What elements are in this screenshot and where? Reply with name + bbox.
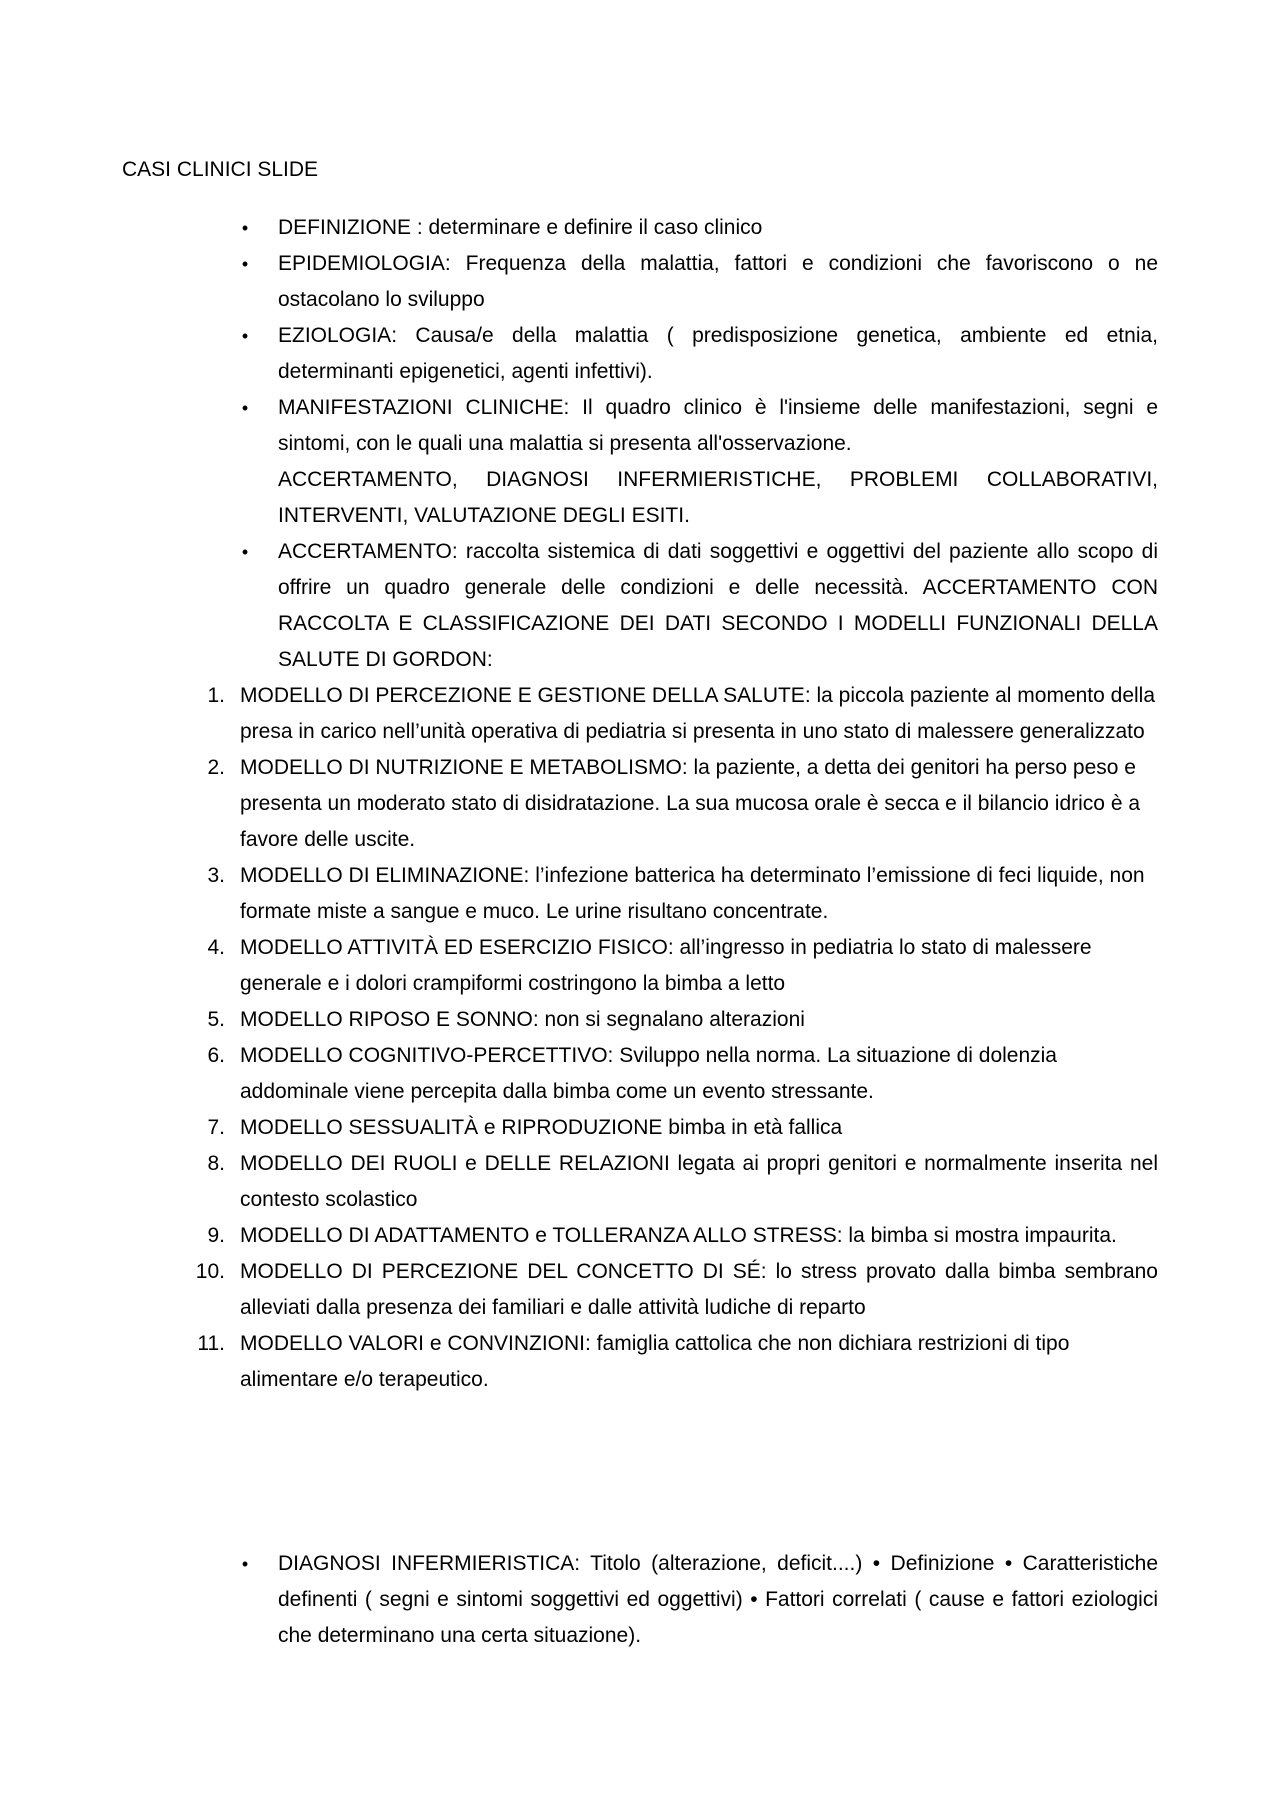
- item-text: MODELLO DI PERCEZIONE DEL CONCETTO DI SÉ: lo stress provato dalla bimba sembrano alleviati dalla presenza dei familiari e dalle attività ludiche di reparto: [240, 1260, 1158, 1319]
- numbered-item: [0, 1002, 1158, 1038]
- item-number: 3.: [207, 864, 225, 887]
- bullet-list-intro: [0, 210, 1280, 678]
- numbered-item: [0, 1254, 1158, 1326]
- item-number: 2.: [207, 756, 225, 779]
- numbered-item: [0, 750, 1158, 858]
- item-number: 4.: [207, 936, 225, 959]
- item-text: MODELLO DI PERCEZIONE E GESTIONE DELLA SALUTE: la piccola paziente al momento della presa in carico nell’unità operativa di pediatria si presenta in uno stato di malessere generalizzato: [240, 684, 1156, 743]
- item-text: MODELLO SESSUALITÀ e RIPRODUZIONE bimba in età fallica: [240, 1116, 843, 1139]
- item-number: 11.: [197, 1332, 225, 1355]
- numbered-item: [0, 1110, 1158, 1146]
- item-number: 5.: [207, 1008, 225, 1031]
- list-item-text: EPIDEMIOLOGIA: Frequenza della malattia, fattori e condizioni che favoriscono o ne ostacolano lo sviluppo: [278, 252, 1158, 311]
- item-text: MODELLO DEI RUOLI e DELLE RELAZIONI legata ai propri genitori e normalmente inserita nel contesto scolastico: [240, 1152, 1158, 1211]
- list-item-text: MANIFESTAZIONI CLINICHE: Il quadro clinico è l'insieme delle manifestazioni, segni e sintomi, con le quali una malattia si presenta all'osservazione.: [278, 396, 1158, 455]
- bullet-icon: •: [241, 254, 249, 274]
- numbered-item: [0, 858, 1158, 930]
- list-item-accertamento: [0, 534, 1158, 678]
- bullet-icon: •: [241, 542, 249, 562]
- numbered-item: [0, 1218, 1158, 1254]
- list-item-epidemiologia: [0, 246, 1158, 318]
- item-text: MODELLO DI NUTRIZIONE E METABOLISMO: la paziente, a detta dei genitori ha perso peso e presenta un moderato stato di disidratazione. La sua mucosa orale è secca e il bilancio idrico è a favore delle uscite.: [240, 756, 1141, 851]
- item-text: MODELLO COGNITIVO-PERCETTIVO: Sviluppo nella norma. La situazione di dolenzia addominale viene percepita dalla bimba come un evento stressante.: [240, 1044, 1057, 1103]
- bullet-icon: •: [241, 326, 249, 346]
- numbered-list-gordon: [0, 678, 1280, 1398]
- numbered-item: [0, 1038, 1158, 1110]
- numbered-item: [0, 930, 1158, 1002]
- bullet-icon: •: [241, 218, 249, 238]
- item-text: MODELLO RIPOSO E SONNO: non si segnalano alterazioni: [240, 1008, 805, 1031]
- list-item-diagnosi: [0, 1546, 1158, 1654]
- item-number: 1.: [207, 684, 225, 707]
- list-item-manifestazioni: [0, 390, 1158, 462]
- list-item-text: EZIOLOGIA: Causa/e della malattia ( predisposizione genetica, ambiente ed etnia, determinanti epigenetici, agenti infettivi).: [278, 324, 1158, 383]
- bullet-icon: •: [241, 398, 249, 418]
- item-text: MODELLO DI ELIMINAZIONE: l’infezione batterica ha determinato l’emissione di feci liquide, non formate miste a sangue e muco. Le urine risultano concentrate.: [240, 864, 1145, 923]
- section-subheading: ACCERTAMENTO, DIAGNOSI INFERMIERISTICHE, PROBLEMI COLLABORATIVI, INTERVENTI, VALUTAZIONE DEGLI ESITI.: [278, 468, 1158, 527]
- item-number: 10.: [195, 1260, 225, 1283]
- list-item-text: DEFINIZIONE : determinare e definire il caso clinico: [278, 216, 763, 239]
- item-text: MODELLO VALORI e CONVINZIONI: famiglia cattolica che non dichiara restrizioni di tipo alimentare e/o terapeutico.: [240, 1332, 1070, 1391]
- list-item-text: DIAGNOSI INFERMIERISTICA: Titolo (alterazione, deficit....) • Definizione • Caratteristiche definenti ( segni e sintomi soggettivi ed oggettivi) • Fattori correlati ( cause e fattori eziologici che determinano una certa situazione).: [278, 1552, 1158, 1647]
- list-item-text: ACCERTAMENTO: raccolta sistemica di dati soggettivi e oggettivi del paziente allo scopo di offrire un quadro generale delle condizioni e delle necessità. ACCERTAMENTO CON RACCOLTA E CLASSIFICAZIONE DEI DATI SECONDO I MODELLI FUNZIONALI DELLA SALUTE DI GORDON:: [278, 540, 1158, 671]
- numbered-item: [0, 1326, 1158, 1398]
- item-number: 6.: [207, 1044, 225, 1067]
- item-text: MODELLO ATTIVITÀ ED ESERCIZIO FISICO: all’ingresso in pediatria lo stato di malessere generale e i dolori crampiformi costringono la bimba a letto: [240, 936, 1092, 995]
- bullet-list-diagnosi: [0, 1546, 1280, 1654]
- item-number: 9.: [207, 1224, 225, 1247]
- item-number: 8.: [207, 1152, 225, 1175]
- list-item-eziologia: [0, 318, 1158, 390]
- document-title: CASI CLINICI SLIDE: [122, 158, 319, 181]
- bullet-icon: •: [241, 1554, 249, 1574]
- numbered-item: [0, 1146, 1158, 1218]
- item-text: MODELLO DI ADATTAMENTO e TOLLERANZA ALLO STRESS: la bimba si mostra impaurita.: [240, 1224, 1117, 1247]
- list-item-definizione: [0, 210, 1158, 246]
- item-number: 7.: [207, 1116, 225, 1139]
- numbered-item: [0, 678, 1158, 750]
